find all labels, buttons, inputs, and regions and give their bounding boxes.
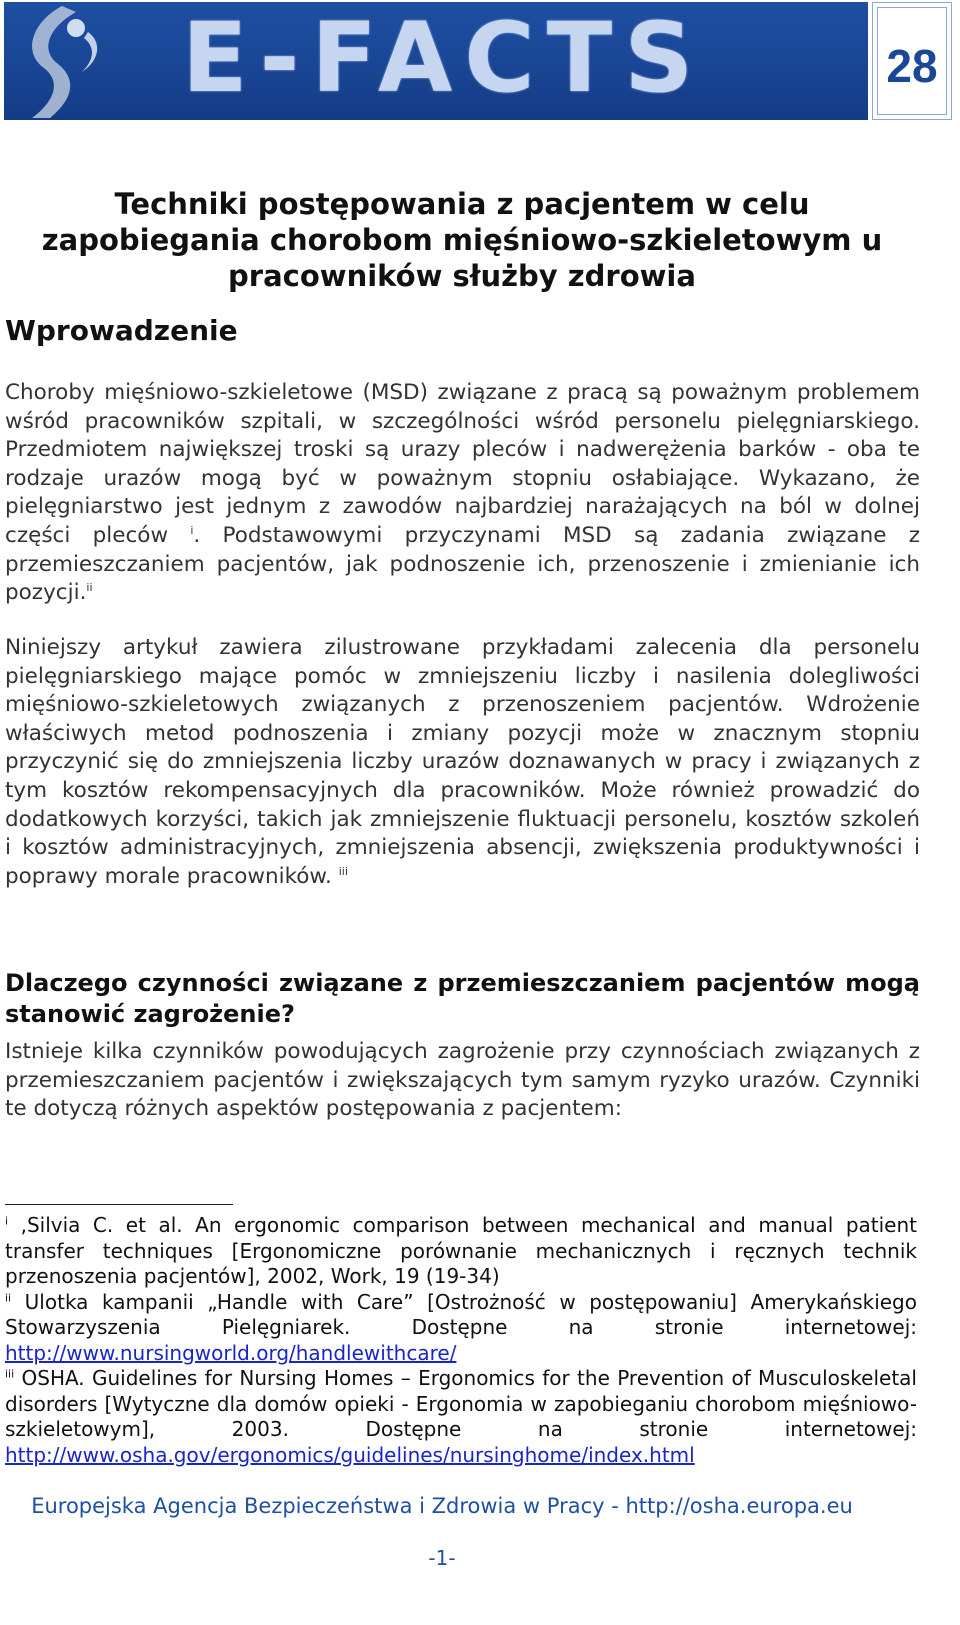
footnote-ref-i: i — [190, 523, 194, 537]
intro-paragraph-1: Choroby mięśniowo-szkieletowe (MSD) związane z pracą są poważnym problemem wśród pracowników szpitali, w szczególności wśród personelu pielęgniarskiego. Przedmiotem największej troski są urazy pleców i nadwerężenia barków - oba te rodzaje urazów mogą być w poważnym stopniu osłabiające. Wykazano, że pielęgniarstwo jest jednym z zawodów najbardziej narażających na ból w dolnej części pleców $^i$. Podstawowymi przyczynami MSD są zadania związane z przemieszczaniem pacjentów, jak podnoszenie ich, przenoszenie i zmienianie ich pozycji.$^{ii}$ — [5, 380, 921, 606]
issue-number: 28 — [886, 40, 938, 92]
footnote-i: $^i$ ,Silvia C. et al. An ergonomic comparison between mechanical and manual patient transfer techniques [Ergonomiczne porównanie mechanicznych i ręcznych technik przenoszenia pacjentów], 2002, Work, 19 (19-34) — [5, 1213, 917, 1288]
footnote-ii-link[interactable]: http://www.nursingworld.org/handlewithcare/ — [5, 1340, 457, 1365]
section-heading-hazards: Dlaczego czynności związane z przemieszczaniem pacjentów mogą stanowić zagrożenie? — [5, 969, 920, 1028]
section-heading-introduction: Wprowadzenie — [5, 314, 238, 347]
footnote-iii: $^{iii}$ OSHA. Guidelines for Nursing Homes – Ergonomics for the Prevention of Musculoskeletal disorders [Wytyczne dla domów opieki - Ergonomia w zapobieganiu chorobom mięśniowo-szkieletowym], 2003. Dostępne na stronie internetowej: http://www.osha.gov/ergonomics/guidelines/nursinghome/index.html — [5, 1366, 917, 1467]
footnote-ref-iii: iii — [338, 864, 348, 878]
footnote-iii-link[interactable]: http://www.osha.gov/ergonomics/guidelines/nursinghome/index.html — [5, 1442, 695, 1467]
footnote-ii: $^{ii}$ Ulotka kampanii „Handle with Care” [Ostrożność w postępowaniu] Amerykańskiego Stowarzyszenia Pielęgniarek. Dostępne na stronie internetowej: http://www.nursingworld.org/handlewithcare/ — [5, 1289, 917, 1365]
intro-paragraph-2: Niniejszy artykuł zawiera zilustrowane przykładami zalecenia dla personelu pielęgniarskiego mające pomóc w zmniejszeniu liczby i nasilenia dolegliwości mięśniowo-szkieletowych związanych z przenoszeniem pacjentów. Wdrożenie właściwych metod podnoszenia i zmiany pozycji może w znacznym stopniu przyczynić się do zmniejszenia liczby urazów doznawanych w pracy i związanych z tym kosztów rekompensacyjnych dla pracowników. Może również prowadzić do dodatkowych korzyści, takich jak zmniejszenie fluktuacji personelu, kosztów szkoleń i kosztów administracyjnych, zmniejszenia absencji, zwiększenia produktywności i poprawy morale pracowników. $^{iii}$ — [5, 635, 920, 889]
efacts-logo-text: E-FACTS — [182, 2, 706, 114]
issue-number-box — [872, 2, 952, 120]
document-title: Techniki postępowania z pacjentem w celu zapobiegania chorobom mięśniowo-szkieletowym u pracowników służby zdrowia — [41, 187, 883, 293]
footnote-ref-ii: ii — [86, 581, 93, 594]
footer-agency: Europejska Agencja Bezpieczeństwa i Zdrowia w Pracy - http://osha.europa.eu — [31, 1494, 853, 1518]
footnote-divider — [5, 1204, 233, 1205]
hazards-paragraph-1: Istnieje kilka czynników powodujących zagrożenie przy czynnościach związanych z przemieszczaniem pacjentów i zwiększających tym samym ryzyko urazów. Czynniki te dotyczą różnych aspektów postępowania z pacjentem: — [5, 1039, 920, 1122]
efacts-banner — [4, 2, 868, 120]
swirl-logo-icon — [4, 2, 122, 120]
footnotes — [5, 1213, 917, 1468]
page-number: -1- — [428, 1546, 456, 1570]
